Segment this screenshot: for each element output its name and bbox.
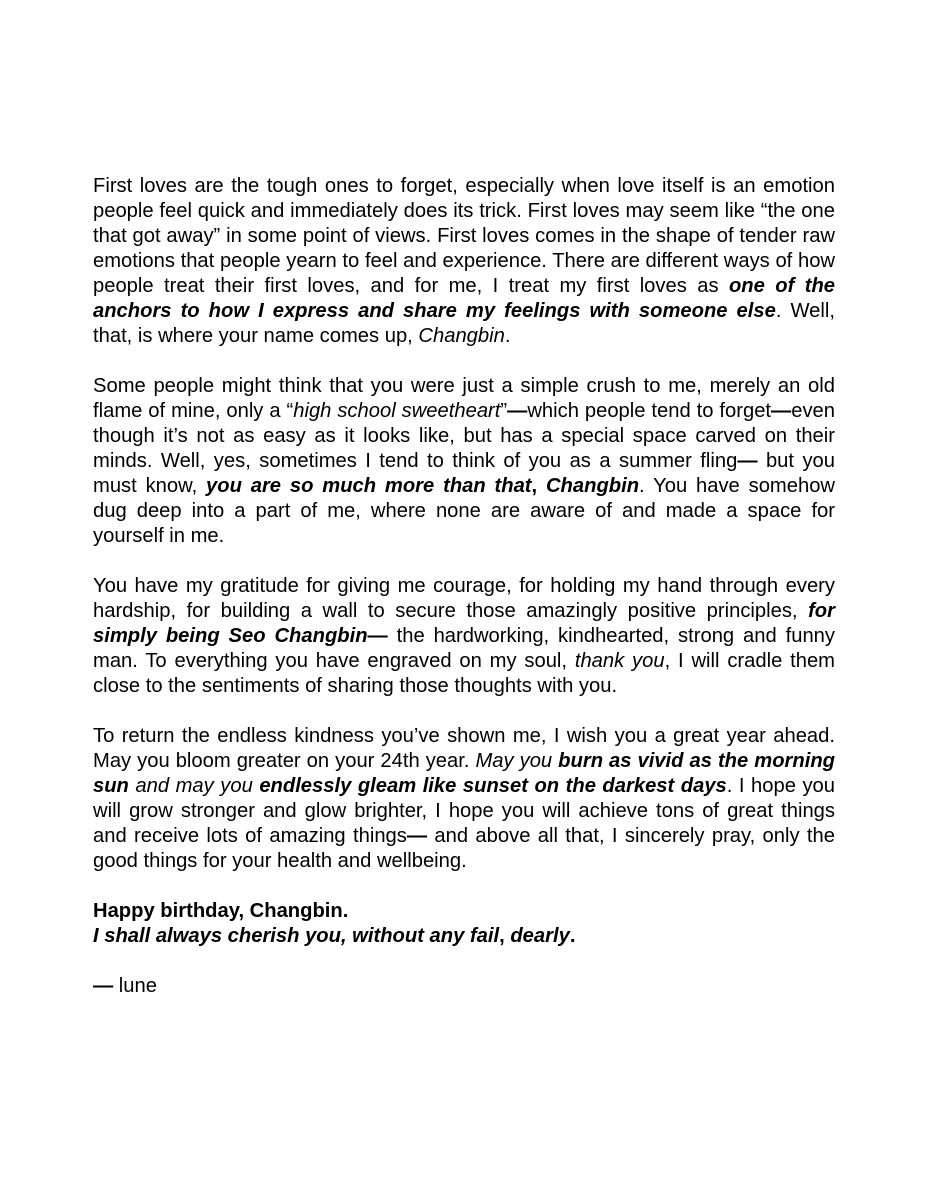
cherish-comma: , <box>499 925 511 947</box>
p2-text: even though it’s not as easy as it looks like, but has a special space carved on their minds. Well, yes, sometimes I tend to think of you as a summer fling <box>93 400 836 472</box>
p2-italic: high school sweetheart <box>293 400 501 422</box>
p3-text: You have my gratitude for giving me courage, for holding my hand through every hardship, for building a wall to secure those amazingly positive principles, <box>93 575 835 622</box>
paragraph-birthday-wishes <box>93 724 835 874</box>
paragraph-first-loves <box>93 174 835 349</box>
cherish-text: I shall always cherish you, without any fail <box>93 925 500 947</box>
p2-emphasis: you are so much more than that <box>206 475 532 497</box>
p1-text: First loves are the tough ones to forget, especially when love itself is an emotion people feel quick and immediately does its trick. First loves may seem like “the one that got away” in some point of views. First loves comes in the shape of tender raw emotions that people yearn to feel and experience. There are different ways of how people treat their first loves, and for me, I treat my first loves as <box>93 175 835 297</box>
p4-text: . I hope you will grow stronger and glow brighter, I hope you will achieve tons of great things and receive lots of amazing things <box>93 775 835 847</box>
cherish-period: . <box>569 925 576 947</box>
paragraph-gratitude <box>93 574 835 699</box>
p2-text: which people tend to forget <box>527 400 772 422</box>
p4-italic: May you <box>475 750 559 772</box>
p3-text: the hardworking, kindhearted, strong and funny man. To everything you have engraved on my soul, <box>93 625 835 672</box>
p2-emphasis-name: Changbin <box>545 475 640 497</box>
em-dash: — <box>367 625 388 647</box>
p1-emphasis: one of the anchors to how I express and share my feelings with someone else <box>93 275 835 322</box>
em-dash: — <box>737 450 758 472</box>
p2-text: ” <box>500 400 508 422</box>
em-dash: — <box>93 975 114 997</box>
p4-text: and above all that, I sincerely pray, only the good things for your health and wellbeing. <box>93 825 835 872</box>
closing-block <box>93 899 835 949</box>
letter-page <box>93 174 835 1024</box>
p4-emphasis: endlessly gleam like sunset on the darkest days <box>259 775 727 797</box>
paragraph-simple-crush <box>93 374 835 549</box>
em-dash: — <box>771 400 792 422</box>
p1-text: . <box>504 325 511 347</box>
em-dash: — <box>406 825 428 847</box>
p2-text: but you must know, <box>93 450 835 497</box>
p3-emphasis: for simply being Seo Changbin <box>93 600 835 647</box>
p3-italic: thank you <box>574 650 665 672</box>
em-dash: — <box>507 400 528 422</box>
birthday-greeting: Happy birthday, Changbin. <box>93 900 349 922</box>
p2-text: . You have somehow dug deep into a part of me, where none are aware of and made a space for yourself in me. <box>93 475 835 547</box>
p2-text: Some people might think that you were just a simple crush to me, merely an old flame of mine, only a “ <box>93 375 835 422</box>
cherish-line <box>93 924 835 949</box>
p3-text: , I will cradle them close to the sentiments of sharing those thoughts with you. <box>93 650 835 697</box>
cherish-dearly: dearly <box>510 925 570 947</box>
signature <box>93 974 835 999</box>
p1-text: . Well, that, is where your name comes up, <box>93 300 835 347</box>
signature-name: lune <box>113 975 157 997</box>
p4-text: To return the endless kindness you’ve shown me, I wish you a great year ahead. May you bloom greater on your 24th year. <box>93 725 835 772</box>
p4-emphasis: burn as vivid as the morning sun <box>93 750 835 797</box>
p2-emphasis-comma: , <box>531 475 546 497</box>
p1-name: Changbin <box>418 325 505 347</box>
p4-italic: and may you <box>128 775 260 797</box>
